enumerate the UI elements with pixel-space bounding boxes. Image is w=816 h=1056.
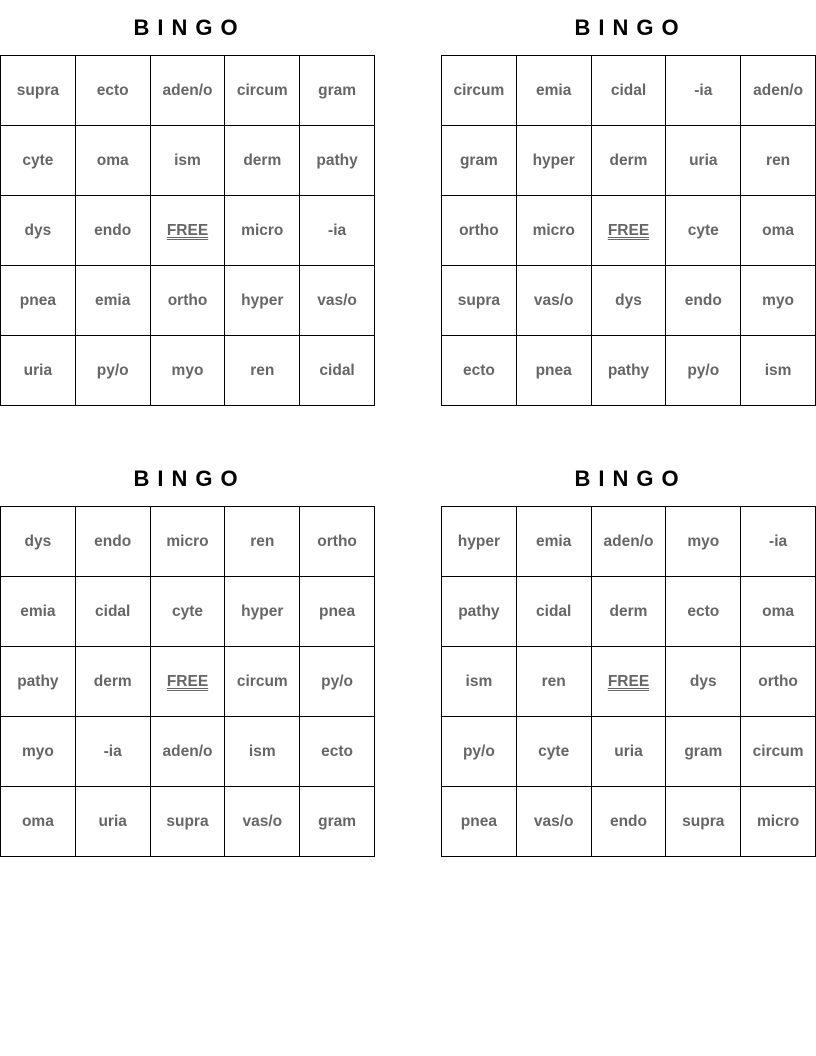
free-space: FREE bbox=[592, 196, 667, 266]
bingo-cell: ren bbox=[225, 507, 300, 577]
bingo-cell: uria bbox=[666, 126, 741, 196]
bingo-cell: aden/o bbox=[151, 56, 226, 126]
bingo-cell: ren bbox=[741, 126, 816, 196]
bingo-cell: pnea bbox=[1, 266, 76, 336]
bingo-cell: ism bbox=[225, 717, 300, 787]
bingo-cell: derm bbox=[592, 126, 667, 196]
bingo-cell: circum bbox=[442, 56, 517, 126]
bingo-cell: pnea bbox=[300, 577, 375, 647]
bingo-cell: supra bbox=[666, 787, 741, 857]
bingo-cell: endo bbox=[592, 787, 667, 857]
bingo-cell: circum bbox=[225, 647, 300, 717]
bingo-cell: micro bbox=[151, 507, 226, 577]
bingo-cell: pathy bbox=[442, 577, 517, 647]
bingo-cell: supra bbox=[442, 266, 517, 336]
bingo-cell: cyte bbox=[666, 196, 741, 266]
card-title: BINGO bbox=[133, 15, 246, 40]
bingo-cell: ortho bbox=[442, 196, 517, 266]
bingo-cell: ren bbox=[225, 336, 300, 406]
bingo-cell: ortho bbox=[300, 507, 375, 577]
bingo-cell: endo bbox=[76, 196, 151, 266]
bingo-cell: ortho bbox=[151, 266, 226, 336]
bingo-cell: pathy bbox=[592, 336, 667, 406]
bingo-cell: derm bbox=[592, 577, 667, 647]
bingo-cell: ism bbox=[442, 647, 517, 717]
bingo-cell: hyper bbox=[225, 266, 300, 336]
bingo-cell: endo bbox=[666, 266, 741, 336]
card-title: BINGO bbox=[574, 15, 687, 40]
bingo-cell: ortho bbox=[741, 647, 816, 717]
bingo-cell: dys bbox=[1, 507, 76, 577]
bingo-cell: micro bbox=[225, 196, 300, 266]
bingo-cell: pnea bbox=[517, 336, 592, 406]
bingo-cell: pathy bbox=[300, 126, 375, 196]
bingo-cell: myo bbox=[666, 507, 741, 577]
free-space: FREE bbox=[151, 196, 226, 266]
bingo-cell: emia bbox=[76, 266, 151, 336]
bingo-cell: py/o bbox=[666, 336, 741, 406]
bingo-cell: cidal bbox=[300, 336, 375, 406]
bingo-cell: oma bbox=[741, 577, 816, 647]
bingo-cell: ecto bbox=[666, 577, 741, 647]
bingo-cell: vas/o bbox=[225, 787, 300, 857]
bingo-cell: oma bbox=[1, 787, 76, 857]
bingo-cell: dys bbox=[1, 196, 76, 266]
bingo-grid bbox=[441, 55, 816, 406]
bingo-cell: hyper bbox=[517, 126, 592, 196]
bingo-cell: myo bbox=[151, 336, 226, 406]
bingo-cell: gram bbox=[442, 126, 517, 196]
bingo-cell: micro bbox=[517, 196, 592, 266]
bingo-cell: gram bbox=[300, 56, 375, 126]
bingo-cell: uria bbox=[592, 717, 667, 787]
bingo-grid bbox=[0, 506, 375, 857]
bingo-cell: micro bbox=[741, 787, 816, 857]
bingo-cell: circum bbox=[741, 717, 816, 787]
bingo-cell: py/o bbox=[300, 647, 375, 717]
bingo-cell: py/o bbox=[76, 336, 151, 406]
bingo-cell: oma bbox=[76, 126, 151, 196]
card-title: BINGO bbox=[133, 466, 246, 491]
bingo-cell: ism bbox=[151, 126, 226, 196]
bingo-cell: dys bbox=[666, 647, 741, 717]
bingo-cell: cidal bbox=[592, 56, 667, 126]
bingo-cell: supra bbox=[1, 56, 76, 126]
bingo-cell: cyte bbox=[517, 717, 592, 787]
bingo-cell: aden/o bbox=[592, 507, 667, 577]
bingo-cell: hyper bbox=[225, 577, 300, 647]
bingo-cell: vas/o bbox=[517, 787, 592, 857]
bingo-cell: circum bbox=[225, 56, 300, 126]
bingo-cell: uria bbox=[1, 336, 76, 406]
bingo-grid bbox=[0, 55, 375, 406]
bingo-cell: ecto bbox=[76, 56, 151, 126]
bingo-cell: aden/o bbox=[151, 717, 226, 787]
bingo-cell: supra bbox=[151, 787, 226, 857]
bingo-cell: ren bbox=[517, 647, 592, 717]
bingo-cell: gram bbox=[300, 787, 375, 857]
bingo-cell: gram bbox=[666, 717, 741, 787]
bingo-cell: pnea bbox=[442, 787, 517, 857]
bingo-cell: py/o bbox=[442, 717, 517, 787]
bingo-cell: derm bbox=[76, 647, 151, 717]
bingo-cell: cyte bbox=[151, 577, 226, 647]
bingo-cell: cidal bbox=[517, 577, 592, 647]
bingo-cell: cidal bbox=[76, 577, 151, 647]
bingo-cell: emia bbox=[1, 577, 76, 647]
card-title: BINGO bbox=[574, 466, 687, 491]
bingo-cell: ecto bbox=[442, 336, 517, 406]
bingo-cell: myo bbox=[1, 717, 76, 787]
bingo-cell: vas/o bbox=[517, 266, 592, 336]
bingo-cell: endo bbox=[76, 507, 151, 577]
free-space: FREE bbox=[151, 647, 226, 717]
bingo-cell: uria bbox=[76, 787, 151, 857]
bingo-cell: emia bbox=[517, 507, 592, 577]
bingo-cell: derm bbox=[225, 126, 300, 196]
bingo-cell: -ia bbox=[741, 507, 816, 577]
bingo-cell: emia bbox=[517, 56, 592, 126]
bingo-cell: -ia bbox=[76, 717, 151, 787]
bingo-cell: -ia bbox=[300, 196, 375, 266]
free-space: FREE bbox=[592, 647, 667, 717]
bingo-cell: aden/o bbox=[741, 56, 816, 126]
bingo-cell: ism bbox=[741, 336, 816, 406]
bingo-cell: vas/o bbox=[300, 266, 375, 336]
bingo-cell: dys bbox=[592, 266, 667, 336]
bingo-cell: myo bbox=[741, 266, 816, 336]
bingo-cell: ecto bbox=[300, 717, 375, 787]
bingo-grid bbox=[441, 506, 816, 857]
bingo-cell: cyte bbox=[1, 126, 76, 196]
bingo-cell: hyper bbox=[442, 507, 517, 577]
bingo-cell: -ia bbox=[666, 56, 741, 126]
bingo-cell: pathy bbox=[1, 647, 76, 717]
bingo-cell: oma bbox=[741, 196, 816, 266]
